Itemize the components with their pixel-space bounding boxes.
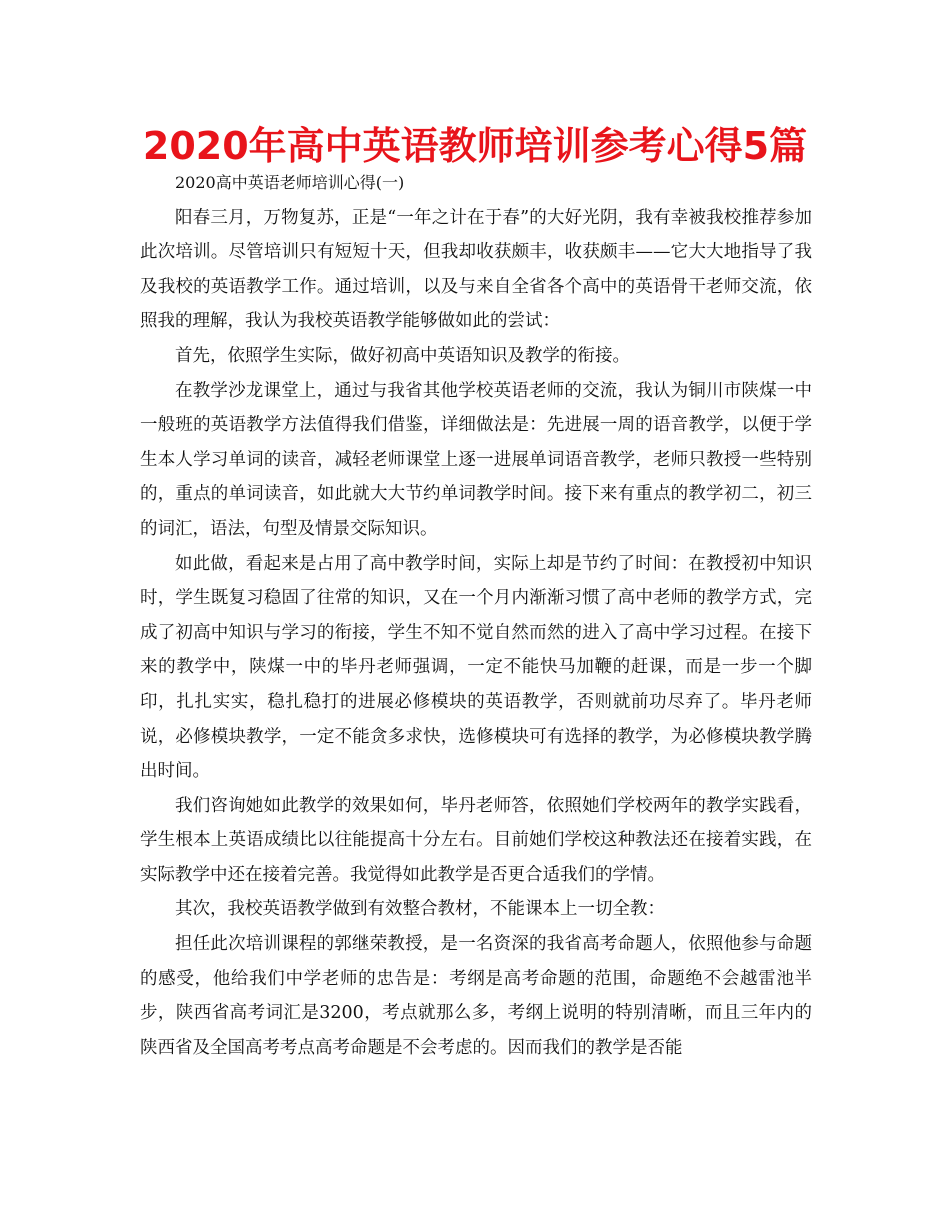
paragraph: 我们咨询她如此教学的效果如何，毕丹老师答，依照她们学校两年的教学实践看，学生根本上英语成绩比以往能提高十分左右。目前她们学校这种教法还在接着实践，在实际教学中还在接着完善。我觉得如此教学是否更合适我们的学情。 (140, 795, 812, 885)
section-heading: 2020高中英语老师培训心得(一) (175, 173, 405, 192)
paragraph: 在教学沙龙课堂上，通过与我省其他学校英语老师的交流，我认为铜川市陕煤一中一般班的英语教学方法值得我们借鉴，详细做法是：先进展一周的语音教学，以便于学生本人学习单词的读音，减轻老师课堂上逐一进展单词语音教学，老师只教授一些特别的，重点的单词读音，如此就大大节约单词教学时间。接下来有重点的教学初二，初三的词汇，语法，句型及情景交际知识。 (140, 380, 812, 539)
paragraph: 如此做，看起来是占用了高中教学时间，实际上却是节约了时间：在教授初中知识时，学生既复习稳固了往常的知识，又在一个月内渐渐习惯了高中老师的教学方式，完成了初高中知识与学习的衔接，学生不知不觉自然而然的进入了高中学习过程。在接下来的教学中，陕煤一中的毕丹老师强调，一定不能快马加鞭的赶课，而是一步一个脚印，扎扎实实，稳扎稳打的进展必修模块的英语教学，否则就前功尽弃了。毕丹老师说，必修模块教学，一定不能贪多求快，选修模块可有选择的教学，为必修模块教学腾出时间。 (140, 553, 812, 782)
paragraph: 其次，我校英语教学做到有效整合教材，不能课本上一切全教： (175, 899, 665, 920)
paragraph: 首先，依照学生实际，做好初高中英语知识及教学的衔接。 (175, 345, 630, 366)
document-body (140, 166, 812, 1065)
paragraph: 阳春三月，万物复苏，正是“一年之计在于春”的大好光阴，我有幸被我校推荐参加此次培训。尽管培训只有短短十天，但我却收获颇丰，收获颇丰——它大大地指导了我及我校的英语教学工作。通过培训，以及与来自全省各个高中的英语骨干老师交流，依照我的理解，我认为我校英语教学能够做如此的尝试： (140, 207, 812, 332)
paragraph: 担任此次培训课程的郭继荣教授，是一名资深的我省高考命题人，依照他参与命题的感受，他给我们中学老师的忠告是：考纲是高考命题的范围，命题绝不会越雷池半步，陕西省高考词汇是3200，考点就那么多，考纲上说明的特别清晰，而且三年内的陕西省及全国高考考点高考命题是不会考虑的。因而我们的教学是否能 (140, 934, 812, 1058)
document-title: 2020年高中英语教师培训参考心得5篇 (142, 124, 808, 168)
